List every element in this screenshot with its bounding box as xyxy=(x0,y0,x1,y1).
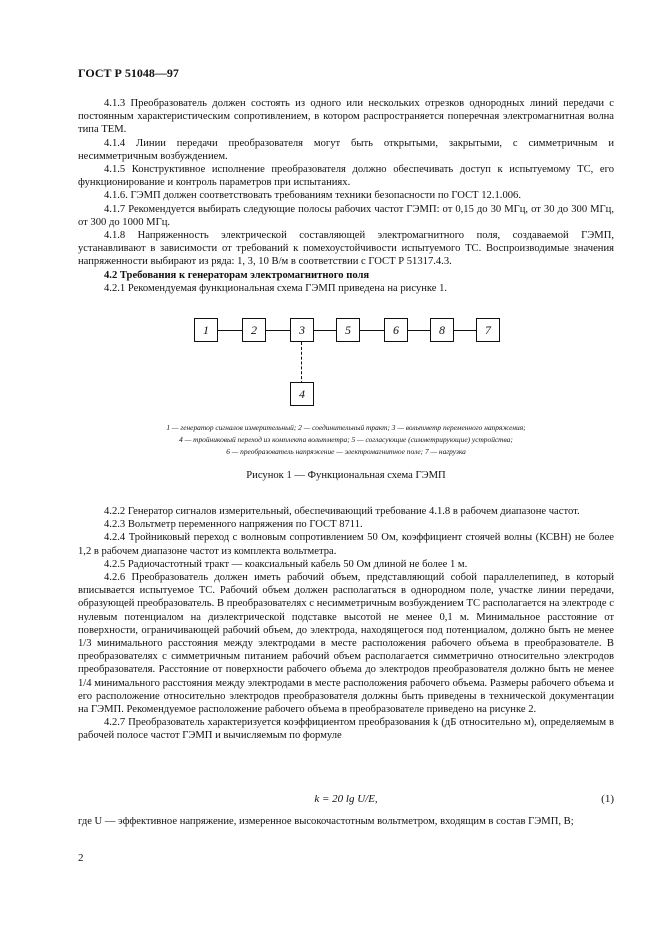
document-header: ГОСТ Р 51048—97 xyxy=(78,66,179,80)
diagram-dashed-line xyxy=(301,342,303,384)
diagram-box-7: 7 xyxy=(476,318,500,342)
diagram-box-8: 8 xyxy=(430,318,454,342)
diagram-box-5: 5 xyxy=(336,318,360,342)
paragraph-4-2-7: 4.2.7 Преобразователь характеризуется коэффициентом преобразования k (дБ относительно м), определяемым в рабочей полосе частот ГЭМП и вычисляемым по формуле xyxy=(78,717,614,742)
figure-legend xyxy=(78,422,614,458)
formula-number: (1) xyxy=(601,793,614,805)
paragraph-4-2-3: 4.2.3 Вольтметр переменного напряжения по ГОСТ 8711. xyxy=(104,519,363,531)
paragraph-4-1-3: 4.1.3 Преобразователь должен состоять из одного или нескольких отрезков однородных линий передачи с постоянным характеристическим сопротивлением, в котором распространяется поперечная электромагнитная волна типа ТЕМ. xyxy=(78,98,614,136)
diagram-box-6: 6 xyxy=(384,318,408,342)
legend-line: 6 — преобразователь напряжение — электромагнитное поле; 7 — нагрузка xyxy=(226,447,466,456)
paragraph-4-2-6: 4.2.6 Преобразователь должен иметь рабочий объем, представляющий собой параллелепипед, в который вписывается испытуемое ТС. Рабочий объем должен располагаться в однородном поле, участке линии передачи, образующей преобразователь. В преобразователях с несимметричным возбуждением ТС располагается на электроде с нулевым потенциалом на диэлектрической подставке высотой не менее 0,1 м. Минимальное расстояние от поверхности, ограничивающей рабочий объем, до электрода, находящегося под потенциалом, должно быть не менее 1/3 минимального расстояния между электродами в месте расположения рабочего объема в преобразователе. В преобразователях с симметричным питанием рабочий объем располагается симметрично относительно электродов преобразователя. Расстояние от поверхности рабочего объема до электродов преобразователя должно быть не менее 1/4 минимального расстояния между электродами в месте расположения рабочего объема. Размеры рабочего объема и его расположение относительно электродов преобразователя должны быть приведены в технической документации на ГЭМП. Рекомендуемое расположение рабочего объема в преобразователе приведено на рисунке 2. xyxy=(78,572,614,716)
text-block-4-1 xyxy=(78,97,614,295)
page-number: 2 xyxy=(78,852,84,864)
paragraph-4-2-2: 4.2.2 Генератор сигналов измерительный, обеспечивающий требование 4.1.8 в рабочем диапазоне частот. xyxy=(104,506,580,517)
text-block-4-2 xyxy=(78,505,614,743)
paragraph-4-1-5: 4.1.5 Конструктивное исполнение преобразователя должно обеспечивать доступ к испытуемому ТС, его функционирование и контроль параметров при испытаниях. xyxy=(78,164,614,189)
section-heading-4-2: 4.2 Требования к генераторам электромагнитного поля xyxy=(104,269,370,281)
functional-diagram xyxy=(190,318,510,410)
paragraph-4-2-4: 4.2.4 Тройниковый переход с волновым сопротивлением 50 Ом, коэффициент стоячей волны (КСВН) не более 1,2 в рабочем диапазоне частот из комплекта вольтметра. xyxy=(78,532,614,557)
paragraph-4-1-8: 4.1.8 Напряженность электрической составляющей электромагнитного поля, создаваемой ГЭМП, устанавливают в зависимости от требований к помехоустойчивости испытуемого ТС. Воспроизводимые значения напряженности выбирают из ряда: 1, 3, 10 В/м в соответствии с ГОСТ Р 51317.4.3. xyxy=(78,230,614,268)
formula-explanation: где U — эффективное напряжение, измеренное высокочастотным вольтметром, входящим в состав ГЭМП, В; xyxy=(78,816,574,827)
paragraph-4-1-6: 4.1.6. ГЭМП должен соответствовать требованиям техники безопасности по ГОСТ 12.1.006. xyxy=(104,190,521,202)
legend-line: 4 — тройниковый переход из комплекта вольтметра; 5 — согласующие (симметрирующие) устройства; xyxy=(179,435,513,444)
paragraph-4-2-5: 4.2.5 Радиочастотный тракт — коаксиальный кабель 50 Ом длиной не более 1 м. xyxy=(104,558,468,570)
paragraph-4-1-4: 4.1.4 Линии передачи преобразователя могут быть открытыми, закрытыми, с симметричным и несимметричным возбуждением. xyxy=(78,137,614,162)
paragraph-4-2-1: 4.2.1 Рекомендуемая функциональная схема ГЭМП приведена на рисунке 1. xyxy=(104,282,448,294)
diagram-box-3: 3 xyxy=(290,318,314,342)
diagram-box-1: 1 xyxy=(194,318,218,342)
paragraph-4-1-7: 4.1.7 Рекомендуется выбирать следующие полосы рабочих частот ГЭМП: от 0,15 до 30 МГц, от 30 до 300 МГц, от 300 до 1000 МГц. xyxy=(78,203,614,228)
diagram-box-2: 2 xyxy=(242,318,266,342)
legend-line: 1 — генератор сигналов измерительный; 2 — соединительный тракт; 3 — вольтметр переменного напряжения; xyxy=(166,423,526,432)
figure-caption: Рисунок 1 — Функциональная схема ГЭМП xyxy=(246,470,446,481)
diagram-box-4: 4 xyxy=(290,382,314,406)
formula: k = 20 lg U/E, xyxy=(314,793,378,805)
